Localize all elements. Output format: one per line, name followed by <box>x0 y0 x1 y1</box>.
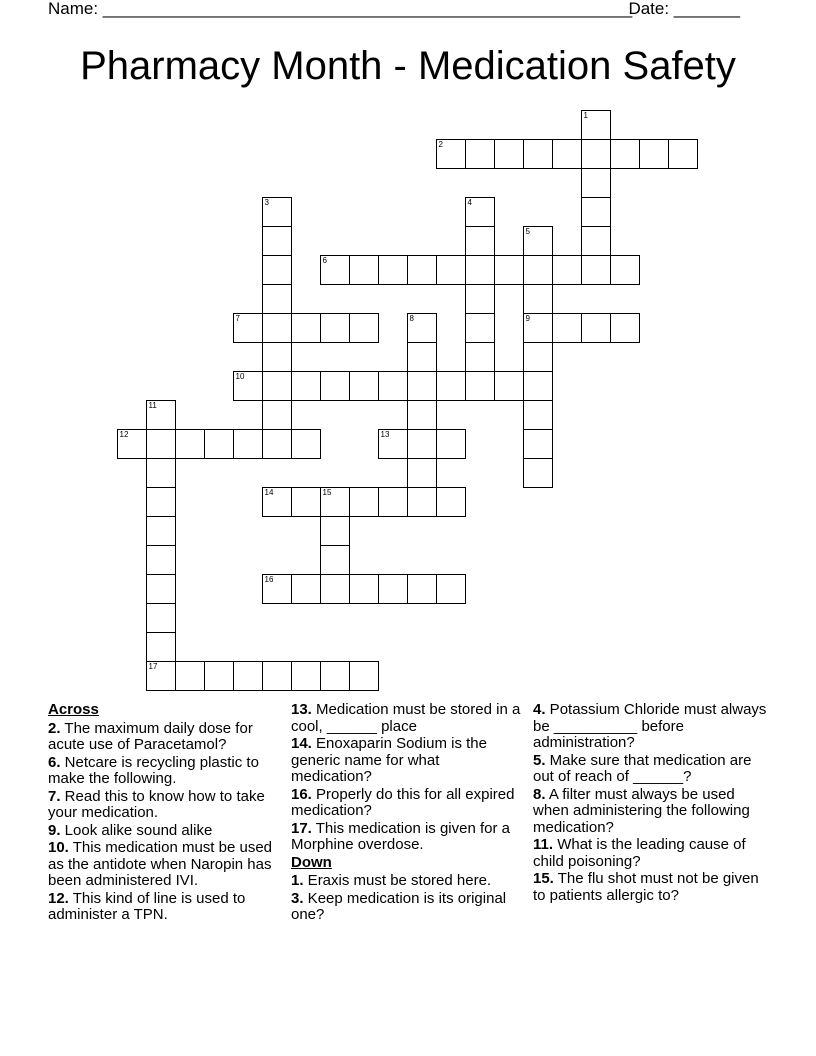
grid-cell[interactable] <box>291 429 321 459</box>
grid-cell[interactable] <box>175 661 205 691</box>
grid-cell[interactable] <box>320 371 350 401</box>
grid-cell[interactable] <box>262 661 292 691</box>
grid-cell[interactable] <box>291 313 321 343</box>
grid-cell[interactable] <box>146 632 176 662</box>
clue-number: 2 <box>438 139 443 149</box>
clue-text: Potassium Chloride must always be __________ before administration? <box>533 701 767 751</box>
grid-cell[interactable] <box>320 255 350 285</box>
clue-number: 5 <box>525 226 530 236</box>
grid-cell[interactable] <box>436 371 466 401</box>
grid-cell[interactable] <box>378 574 408 604</box>
clue <box>291 821 521 854</box>
clue-text: A filter must always be used when administering the following medication? <box>533 785 750 836</box>
clue-text: Look alike sound alike <box>60 821 213 839</box>
grid-cell[interactable] <box>320 574 350 604</box>
clue-number: 4 <box>467 197 472 207</box>
grid-cell[interactable] <box>233 661 263 691</box>
clue-number: 9 <box>525 313 530 323</box>
grid-cell[interactable] <box>146 574 176 604</box>
grid-cell[interactable] <box>523 400 553 430</box>
clue-number-label: 5. <box>533 751 546 769</box>
grid-cell[interactable] <box>204 429 234 459</box>
grid-cell[interactable] <box>349 313 379 343</box>
grid-cell[interactable] <box>291 661 321 691</box>
clue-text: Enoxaparin Sodium is the generic name for what medication? <box>291 735 487 785</box>
grid-cell[interactable] <box>465 197 495 227</box>
grid-cell[interactable] <box>291 574 321 604</box>
clue-number: 16 <box>264 574 274 584</box>
grid-cell[interactable] <box>233 371 263 401</box>
clue-number-label: 15. <box>533 870 554 887</box>
grid-cell[interactable] <box>262 400 292 430</box>
clues-column-3 <box>533 702 773 905</box>
grid-cell[interactable] <box>320 313 350 343</box>
grid-cell[interactable] <box>320 545 350 575</box>
grid-cell[interactable] <box>146 516 176 546</box>
clue-number: 17 <box>148 661 158 671</box>
grid-cell[interactable] <box>146 661 176 691</box>
clue-text: Medication must be stored in a cool, ______ place <box>291 701 521 735</box>
clue-text: The flu shot must not be given to patients allergic to? <box>533 870 759 904</box>
grid-cell[interactable] <box>494 139 524 169</box>
clue <box>291 891 521 924</box>
page-title: Pharmacy Month - Medication Safety <box>80 44 736 88</box>
clue-number: 8 <box>409 313 414 323</box>
grid-cell[interactable] <box>262 255 292 285</box>
clue-text: This medication must be used as the antidote when Naropin has been administered IVI. <box>48 839 273 889</box>
grid-cell[interactable] <box>523 429 553 459</box>
grid-cell[interactable] <box>552 255 582 285</box>
grid-cell[interactable] <box>639 139 669 169</box>
grid-cell[interactable] <box>320 487 350 517</box>
name-field[interactable]: Name: ________________________________________________________ <box>48 0 633 18</box>
grid-cell[interactable] <box>465 255 495 285</box>
grid-cell[interactable] <box>523 342 553 372</box>
clue <box>291 736 521 786</box>
clue <box>48 823 280 840</box>
clue <box>48 721 280 754</box>
clue-number: 13 <box>380 429 390 439</box>
clue-number-label: 2. <box>48 719 61 737</box>
grid-cell[interactable] <box>523 255 553 285</box>
grid-cell[interactable] <box>610 313 640 343</box>
grid-cell[interactable] <box>262 197 292 227</box>
clue-text: Keep medication is its original one? <box>291 889 507 923</box>
grid-cell[interactable] <box>610 139 640 169</box>
grid-cell[interactable] <box>291 487 321 517</box>
clues-column-1 <box>48 702 280 925</box>
grid-cell[interactable] <box>523 371 553 401</box>
date-field[interactable]: Date: _______ <box>628 0 740 18</box>
clue <box>533 871 773 904</box>
grid-cell[interactable] <box>465 139 495 169</box>
grid-cell[interactable] <box>407 400 437 430</box>
clue <box>291 873 521 890</box>
clue <box>533 753 773 786</box>
clue-text: This kind of line is used to administer a TPN. <box>48 889 246 923</box>
grid-cell[interactable] <box>262 487 292 517</box>
grid-cell[interactable] <box>494 371 524 401</box>
clue-text: Make sure that medication are out of reach of ______? <box>533 751 752 785</box>
grid-cell[interactable] <box>552 139 582 169</box>
clue-number: 11 <box>148 400 157 410</box>
grid-cell[interactable] <box>668 139 698 169</box>
clue-number-label: 1. <box>291 872 304 889</box>
clue <box>291 702 521 735</box>
clue <box>48 891 280 924</box>
clue <box>291 787 521 820</box>
clue-number-label: 13. <box>291 701 312 718</box>
grid-cell[interactable] <box>146 429 176 459</box>
grid-cell[interactable] <box>581 168 611 198</box>
grid-cell[interactable] <box>262 574 292 604</box>
clue-number: 7 <box>235 313 240 323</box>
clue-text: Netcare is recycling plastic to make the following. <box>48 753 259 787</box>
clues-column-2 <box>291 702 521 925</box>
grid-cell[interactable] <box>407 255 437 285</box>
grid-cell[interactable] <box>436 574 466 604</box>
grid-cell[interactable] <box>523 139 553 169</box>
grid-cell[interactable] <box>523 284 553 314</box>
clue-text: This medication is given for a Morphine overdose. <box>291 819 511 853</box>
grid-cell[interactable] <box>407 429 437 459</box>
grid-cell[interactable] <box>465 313 495 343</box>
grid-cell[interactable] <box>349 255 379 285</box>
clue-number-label: 12. <box>48 889 69 907</box>
clue-number: 10 <box>235 371 245 381</box>
grid-cell[interactable] <box>407 458 437 488</box>
clue-number-label: 10. <box>48 839 69 856</box>
clue-number-label: 4. <box>533 701 546 718</box>
grid-cell[interactable] <box>436 255 466 285</box>
grid-cell[interactable] <box>581 197 611 227</box>
clue-number: 12 <box>119 429 129 439</box>
clue-number-label: 17. <box>291 819 312 837</box>
grid-cell[interactable] <box>581 313 611 343</box>
clue-text: What is the leading cause of child poisoning? <box>533 836 746 870</box>
grid-cell[interactable] <box>436 429 466 459</box>
grid-cell[interactable] <box>146 603 176 633</box>
grid-cell[interactable] <box>146 458 176 488</box>
grid-cell[interactable] <box>349 487 379 517</box>
grid-cell[interactable] <box>233 313 263 343</box>
down-heading: Down <box>291 853 332 871</box>
grid-cell[interactable] <box>378 371 408 401</box>
clue-text: The maximum daily dose for acute use of Paracetamol? <box>48 719 253 753</box>
clue-number: 15 <box>322 487 332 497</box>
clue-text: Read this to know how to take your medication. <box>48 787 265 821</box>
clue <box>533 837 773 870</box>
grid-cell[interactable] <box>581 110 611 140</box>
grid-cell[interactable] <box>233 429 263 459</box>
grid-cell[interactable] <box>407 313 437 343</box>
grid-cell[interactable] <box>407 574 437 604</box>
grid-cell[interactable] <box>262 429 292 459</box>
clue <box>533 702 773 752</box>
grid-cell[interactable] <box>581 139 611 169</box>
grid-cell[interactable] <box>146 487 176 517</box>
grid-cell[interactable] <box>262 313 292 343</box>
grid-cell[interactable] <box>349 371 379 401</box>
grid-cell[interactable] <box>465 342 495 372</box>
clue-text: Eraxis must be stored here. <box>303 872 492 889</box>
grid-cell[interactable] <box>581 255 611 285</box>
clue-number-label: 14. <box>291 735 312 752</box>
grid-cell[interactable] <box>262 284 292 314</box>
grid-cell[interactable] <box>465 371 495 401</box>
clue <box>48 840 280 890</box>
grid-cell[interactable] <box>552 313 582 343</box>
grid-cell[interactable] <box>262 342 292 372</box>
grid-cell[interactable] <box>465 226 495 256</box>
clue-number-label: 11. <box>533 836 554 853</box>
grid-cell[interactable] <box>262 371 292 401</box>
grid-cell[interactable] <box>407 342 437 372</box>
grid-cell[interactable] <box>378 429 408 459</box>
grid-cell[interactable] <box>320 516 350 546</box>
grid-cell[interactable] <box>436 487 466 517</box>
grid-cell[interactable] <box>436 139 466 169</box>
clue <box>533 787 773 837</box>
across-heading: Across <box>48 701 99 718</box>
grid-cell[interactable] <box>175 429 205 459</box>
clue-number-label: 6. <box>48 753 61 771</box>
clue-number-label: 7. <box>48 787 61 805</box>
grid-cell[interactable] <box>610 255 640 285</box>
clue-number-label: 3. <box>291 889 304 907</box>
grid-cell[interactable] <box>320 661 350 691</box>
grid-cell[interactable] <box>523 458 553 488</box>
clue-text: Properly do this for all expired medication? <box>291 785 515 819</box>
clue-number: 6 <box>322 255 327 265</box>
grid-cell[interactable] <box>349 661 379 691</box>
grid-cell[interactable] <box>494 255 524 285</box>
grid-cell[interactable] <box>523 226 553 256</box>
grid-cell[interactable] <box>117 429 147 459</box>
grid-cell[interactable] <box>407 371 437 401</box>
grid-cell[interactable] <box>407 487 437 517</box>
clue-number-label: 8. <box>533 785 546 803</box>
grid-cell[interactable] <box>291 371 321 401</box>
clue <box>48 789 280 822</box>
grid-cell[interactable] <box>581 226 611 256</box>
grid-cell[interactable] <box>523 313 553 343</box>
grid-cell[interactable] <box>146 545 176 575</box>
grid-cell[interactable] <box>349 574 379 604</box>
clue-number: 3 <box>264 197 269 207</box>
grid-cell[interactable] <box>378 255 408 285</box>
clue-number: 14 <box>264 487 274 497</box>
grid-cell[interactable] <box>146 400 176 430</box>
grid-cell[interactable] <box>465 284 495 314</box>
clue-number: 1 <box>583 110 588 120</box>
grid-cell[interactable] <box>262 226 292 256</box>
grid-cell[interactable] <box>378 487 408 517</box>
clue <box>48 755 280 788</box>
grid-cell[interactable] <box>204 661 234 691</box>
clue-number-label: 16. <box>291 785 312 803</box>
clue-number-label: 9. <box>48 821 61 839</box>
